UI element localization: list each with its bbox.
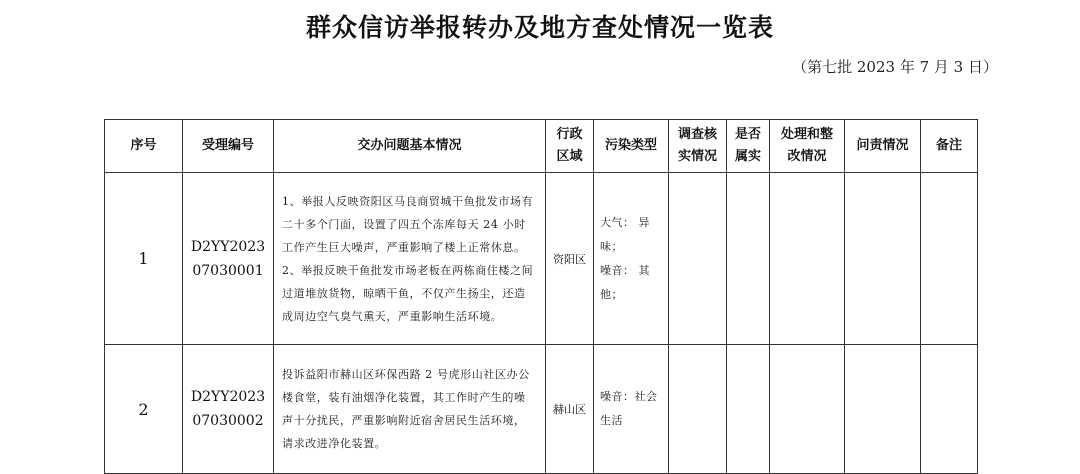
col-header-accountability: 问责情况: [845, 120, 921, 173]
cell-accountability: [845, 173, 921, 345]
cell-code: D2YY202307030001: [183, 173, 274, 345]
cell-description: 投诉益阳市赫山区环保西路 2 号虎形山社区办公楼食堂，装有油烟净化装置，其工作时产生的噪声十分扰民，严重影响附近宿舍居民生活环境，请求改进净化装置。: [274, 345, 546, 474]
cell-accountability: [845, 345, 921, 474]
col-header-handling: 处理和整改情况: [770, 120, 845, 173]
cell-seq: 2: [105, 345, 183, 474]
cell-region: 资阳区: [546, 173, 594, 345]
cell-seq: 1: [105, 173, 183, 345]
complaints-table: [104, 119, 978, 474]
col-header-region: 行政区域: [546, 120, 594, 173]
cell-is-true: [727, 345, 770, 474]
cell-pollution-type: [594, 173, 669, 345]
cell-description: 1、举报人反映资阳区马良商贸城干鱼批发市场有二十多个门面，设置了四五个冻库每天 24 小时工作产生巨大噪声，严重影响了楼上正常休息。 2、举报反映干鱼批发市场老板在两栋商住楼之间过道堆放货物，晾晒干鱼，不仅产生扬尘，还造成周边空气臭气熏天，严重影响生活环境。: [274, 173, 546, 345]
pollution-type-item: 大气： 异味；: [600, 215, 650, 253]
col-header-is-true: 是否属实: [727, 120, 770, 173]
cell-region: 赫山区: [546, 345, 594, 474]
cell-pollution-type: [594, 345, 669, 474]
batch-date-subtitle: （第七批 2023 年 7 月 3 日）: [792, 58, 998, 76]
col-header-pollution-type: 污染类型: [594, 120, 669, 173]
cell-is-true: [727, 173, 770, 345]
col-header-code: 受理编号: [183, 120, 274, 173]
table-row: [105, 173, 978, 345]
col-header-seq: 序号: [105, 120, 183, 173]
table-row: [105, 345, 978, 474]
table-header-row: [105, 120, 978, 173]
cell-remarks: [921, 173, 978, 345]
col-header-investigation: 调查核实情况: [669, 120, 727, 173]
col-header-remarks: 备注: [921, 120, 978, 173]
cell-remarks: [921, 345, 978, 474]
col-header-description: 交办问题基本情况: [274, 120, 546, 173]
pollution-type-item: 噪音： 其他；: [600, 263, 650, 301]
cell-investigation: [669, 173, 727, 345]
cell-handling: [770, 345, 845, 474]
pollution-type-item: 噪音：社会生活: [600, 390, 658, 427]
cell-investigation: [669, 345, 727, 474]
cell-code: D2YY202307030002: [183, 345, 274, 474]
cell-handling: [770, 173, 845, 345]
document-title: 群众信访举报转办及地方查处情况一览表: [305, 13, 774, 42]
